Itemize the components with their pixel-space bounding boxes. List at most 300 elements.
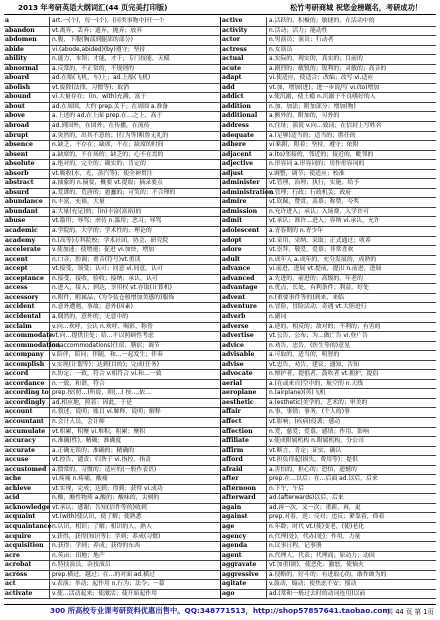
vocab-row xyxy=(221,323,436,333)
vocab-word: actress xyxy=(221,46,267,55)
vocab-word: actual xyxy=(221,55,267,64)
vocab-word: a xyxy=(4,17,50,26)
vocab-row xyxy=(221,122,436,132)
vocab-word: additional xyxy=(221,112,267,121)
vocab-definition: vi.使适应，使适合；改编；改写 vi.适应 xyxy=(269,75,374,82)
vocab-word: ago xyxy=(221,590,267,599)
vocab-word: accelerate xyxy=(4,246,50,255)
vocab-word: academy xyxy=(4,237,50,246)
vocab-row xyxy=(4,533,220,543)
vocab-word: according to xyxy=(5,389,49,397)
vocab-definition: n.特技演员，杂技演员 xyxy=(52,562,111,569)
vocab-word: advise xyxy=(221,361,267,370)
vocab-definition: n.意外遭遇，事故；意外(因素) xyxy=(52,304,133,311)
vocab-row xyxy=(221,132,436,142)
vocab-definition: vt.废除(法律、习惯等)；取消 xyxy=(52,84,130,91)
vocab-row xyxy=(221,93,436,103)
header-right-title: 松竹考研商城 祝您金榜题名，考研成功！ xyxy=(290,3,422,12)
vocab-row xyxy=(221,494,436,504)
vocab-word: accordance xyxy=(4,380,50,389)
vocab-row xyxy=(4,408,220,418)
vocab-row xyxy=(4,428,220,438)
vocab-word: above xyxy=(4,112,50,121)
vocab-row xyxy=(221,561,436,571)
vocab-definition: vt.接受，领受；认可；同意 vi.同意，认可 xyxy=(52,266,163,273)
vocab-word: afternoon xyxy=(221,485,267,494)
vocab-definition: n.一致，和谐，符合 xyxy=(52,380,105,387)
vocab-definition: v.表演；举动；起作用 n.行为；法令；一幕 xyxy=(52,581,165,588)
vocab-definition: n.下午，午后 xyxy=(269,485,305,492)
page-number: 共 44 页 第 1页 xyxy=(386,607,434,616)
vocab-definition: vt.滥用；辱骂；虐待 n.滥用；恶习；辱骂 xyxy=(52,218,162,225)
vocab-row xyxy=(221,437,436,447)
vocabulary-table xyxy=(4,17,436,599)
vocab-definition: ad.(常和一般过去时的动词连用)以前 xyxy=(269,590,366,597)
vocab-word: abundance xyxy=(4,198,50,207)
vocab-definition: vt.加，增加(进)；进一步说/写 vi.(to)增加 xyxy=(269,84,380,91)
vocab-word: act xyxy=(4,580,50,589)
vocab-definition: ad.相应地，照着；因此，于是 xyxy=(52,399,132,406)
vocab-word: afraid xyxy=(221,466,267,475)
vocab-definition: n.腹，下腹(胸部到腿部的部分) xyxy=(52,37,133,44)
right-column xyxy=(220,17,436,599)
vocab-word: admire xyxy=(221,198,267,207)
vocab-definition: n.活动；活力；能动性 xyxy=(269,27,328,34)
vocab-word: address xyxy=(221,122,267,131)
vocab-row xyxy=(221,217,436,227)
vocab-word: advanced xyxy=(221,275,267,284)
vocab-word: adore xyxy=(221,246,267,255)
vocab-row xyxy=(4,84,220,94)
vocab-word: activity xyxy=(221,27,267,36)
vocab-word: aboard xyxy=(4,74,50,83)
vocab-row xyxy=(4,380,220,390)
vocab-row xyxy=(221,361,436,371)
vocab-word: acknowledge xyxy=(5,503,50,511)
vocab-word: abound xyxy=(4,93,50,102)
vocab-definition: ad.(afterwards)以后，后来 xyxy=(269,495,344,502)
vocab-word: account xyxy=(4,408,50,417)
vocab-definition: n.协定；一致，符合 v.相符合 vi.和…一致 xyxy=(52,371,162,378)
vocab-word: acquisition xyxy=(4,542,50,551)
vocab-word: adhere xyxy=(221,141,267,150)
vocab-definition: n.事，事情；事务，(个人的)事 xyxy=(269,409,350,416)
vocab-word: affect xyxy=(221,418,267,427)
vocab-word: accuse xyxy=(4,456,50,465)
vocab-row xyxy=(221,237,436,247)
vocab-word: adjacent xyxy=(221,151,267,160)
vocab-definition: n.优点，长处，有利条件；利益，好处 xyxy=(269,285,369,292)
vocab-definition: vt.管理，治理；执行，实施；给予 xyxy=(269,180,360,187)
vocab-definition: vt.离弃，丢弃；遗弃，抛弃；放弃 xyxy=(52,27,143,34)
vocab-row xyxy=(221,513,436,523)
vocab-word: abundant xyxy=(4,208,50,217)
vocab-row xyxy=(4,141,220,151)
vocab-definition: a.偶然的，意外的；无意中的 xyxy=(52,313,129,320)
vocab-word: after xyxy=(221,475,267,484)
vocab-row xyxy=(4,246,220,256)
vocab-definition: n.冒险，冒险活动，奇遇 vt.大胆进行 xyxy=(269,304,367,311)
vocab-definition: a.活跃的，积极的；敏捷的，在活动中的 xyxy=(269,18,375,24)
vocab-definition: a.逆的，相反的；敌对的；不利的；有害的 xyxy=(269,323,381,330)
vocab-definition: v.调整，调节；使适应；校准 xyxy=(269,170,345,177)
vocab-row xyxy=(4,571,220,581)
vocab-word: accent xyxy=(4,256,50,265)
vocab-row xyxy=(221,160,436,170)
vocab-word: add xyxy=(221,84,267,93)
vocab-row xyxy=(221,36,436,46)
vocab-definition: n.年龄；时代 vt.(使)变老，(使)老化 xyxy=(269,523,365,530)
vocab-row xyxy=(221,189,436,199)
vocab-definition: n.进入，接入；到达，享用权 vt.存取(计算机) xyxy=(52,285,172,292)
vocab-definition: n.英亩；田地；地产 xyxy=(52,552,105,559)
vocab-row xyxy=(4,208,220,218)
vocab-word: accomplish xyxy=(4,361,50,370)
vocab-word: adjective xyxy=(221,160,267,169)
vocab-word: accept xyxy=(4,265,50,274)
vocab-definition: a.害怕的，担心的；恐怕，遗憾的 xyxy=(269,466,357,473)
vocab-definition: v.获得，获得(知识等)；学到；养成(习惯) xyxy=(52,533,161,540)
vocab-word: accord xyxy=(4,370,50,379)
vocab-definition: vi.疼痛 n.疼痛，酸痛 xyxy=(52,476,108,483)
vocab-word: accountant xyxy=(4,418,50,427)
vocab-definition: a.惯常的，习惯的；适应的(一般作表语) xyxy=(52,466,157,473)
vocab-word: agitate xyxy=(221,580,267,589)
vocab-definition: vt.(with)使认识，使了解；使熟悉 xyxy=(52,514,142,521)
vocab-definition: vt.钦佩，赞赏，羡慕；称赞，夸奖 xyxy=(269,199,360,206)
vocab-row xyxy=(4,36,220,46)
vocab-row xyxy=(221,580,436,590)
vocab-row xyxy=(221,170,436,180)
vocab-row xyxy=(4,466,220,476)
vocab-word: abandon xyxy=(4,27,50,36)
vocab-definition: a.青春期的 n.青少年 xyxy=(269,228,324,235)
vocab-definition: vt.公告，公布；为…做广告 vi.登广告 xyxy=(269,333,369,340)
vocab-row xyxy=(221,590,436,600)
vocab-row xyxy=(221,74,436,84)
vocab-word: abide xyxy=(4,46,50,55)
vocab-row xyxy=(4,27,220,37)
footer-ad-text: 300 所高校专业课考研资料优惠出售中。QQ:348771513，http://shop57857641.taobao.com xyxy=(50,605,390,615)
vocab-word: administer xyxy=(221,179,267,188)
vocab-row xyxy=(4,351,220,361)
vocab-row xyxy=(221,112,436,122)
vocab-row xyxy=(4,179,220,189)
vocab-definition: n.接受，接收，验收；接纳；承认，认可 xyxy=(52,275,158,282)
vocab-word: accessory xyxy=(4,294,50,303)
vocab-row xyxy=(4,561,220,571)
vocab-row xyxy=(4,294,220,304)
vocab-word: absorb xyxy=(4,170,50,179)
vocab-row xyxy=(4,237,220,247)
vocab-definition: prep.在…以后；在…后面 ad.以后，后来 xyxy=(269,476,378,483)
vocab-definition: n.爱，慈爱；爱慕，感情；作用，影响 xyxy=(269,428,369,435)
vocab-word: administration xyxy=(222,188,274,196)
vocab-row xyxy=(221,284,436,294)
vocab-row xyxy=(221,408,436,418)
vocab-word: access xyxy=(4,284,50,293)
vocab-definition: a.反常的，不正常的，不规则的 xyxy=(52,65,135,72)
vocab-definition: a.(在或来自)空中的，航空的 n.天线 xyxy=(269,380,364,387)
vocab-definition: n.议事日程，记事册 xyxy=(269,543,322,550)
vocab-row xyxy=(4,160,220,170)
vocab-definition: a.实际的，现实的，真实的；目前的 xyxy=(269,56,363,63)
vocab-word: admission xyxy=(221,208,267,217)
vocab-definition: a.缺席的，不在场的；缺乏的；心不在焉的 xyxy=(52,151,164,158)
vocab-row xyxy=(221,542,436,552)
vocab-row xyxy=(4,132,220,142)
vocab-row xyxy=(4,55,220,65)
vocab-definition: n.加，加法；附加部分；增加(物) xyxy=(269,103,356,110)
vocab-row xyxy=(4,552,220,562)
vocab-word: again xyxy=(221,504,267,513)
vocab-word: aggressive xyxy=(221,571,267,580)
vocab-definition: n.允许进入；承认；入场费，入学许可 xyxy=(269,208,369,215)
vocab-definition: ad.在船(飞机，车)上；ad.上船(飞机) xyxy=(52,75,151,82)
vocab-row xyxy=(221,428,436,438)
vocab-row xyxy=(221,418,436,428)
vocab-definition: n.(accommodations)住宿；膳宿；调节 xyxy=(52,342,160,349)
vocab-definition: v.鼓动，煽动；使焦虑不安；搅动 xyxy=(269,581,357,588)
vocab-definition: n.住址；演说 v.向…致词；在信封上写姓名 xyxy=(269,123,382,130)
vocab-word: adolescent xyxy=(221,227,267,236)
vocab-word: agent xyxy=(221,552,267,561)
vocab-row xyxy=(4,447,220,457)
vocab-word: aeroplane xyxy=(221,389,267,398)
vocab-row xyxy=(4,189,220,199)
vocab-row xyxy=(221,571,436,581)
vocab-definition: a.绝对的，完全的；确实的；肯定的 xyxy=(52,161,146,168)
vocab-definition: vt.加重(剧)，使恶化；激怒，使恼火 xyxy=(269,562,364,569)
vocab-definition: n.代理人，代表；代理商；原动力；动因 xyxy=(269,552,375,559)
vocab-definition: a.可取的，适当的，明智的 xyxy=(269,352,340,359)
left-column xyxy=(4,17,220,599)
vocab-word: against xyxy=(221,513,267,522)
vocab-definition: n.丰富，充裕，大量 xyxy=(52,199,105,206)
vocab-word: advisable xyxy=(221,351,267,360)
vocab-word: ache xyxy=(4,475,50,484)
vocab-definition: vt.控告，谴责；归咎于 vi.指控，指责 xyxy=(52,457,152,464)
vocab-word: accuracy xyxy=(4,437,50,446)
vocab-row xyxy=(4,418,220,428)
vocab-definition: n.会计人员，会计师 xyxy=(52,418,105,425)
vocab-word: acceptance xyxy=(4,275,50,284)
vocab-definition: vt.担负得起(损失、费用等)；提供 xyxy=(269,457,358,464)
vocab-word: advance xyxy=(221,265,267,274)
vocab-word: actor xyxy=(221,36,267,45)
vocab-word: advocate xyxy=(221,370,267,379)
vocab-definition: ad.在周围，大约 prep.关于；在周围 a.准备 xyxy=(52,103,169,110)
vocab-definition: n.形容词 a.形容词的；用作形容词的 xyxy=(269,161,365,168)
vocab-row xyxy=(221,466,436,476)
vocab-row xyxy=(4,284,220,294)
vocab-row xyxy=(4,275,220,285)
vocab-row xyxy=(221,151,436,161)
vocab-word: abrupt xyxy=(4,132,50,141)
vocab-word: abroad xyxy=(4,122,50,131)
vocab-definition: n.(重要事件等的)到来，来临 xyxy=(269,294,344,301)
vocab-definition: a.学院的，大学的；学术性的；理论的 xyxy=(52,228,152,235)
vocab-word: ability xyxy=(4,55,50,64)
vocab-word: acquaint xyxy=(4,513,50,522)
vocab-definition: vt.吸收(水，光，蒸汽等)；使全神贯注 xyxy=(52,170,153,177)
vocab-row xyxy=(221,103,436,113)
vocab-row xyxy=(221,27,436,37)
vocab-definition: n.酸，酸性物质 a.酸的；酸味的，尖刻的 xyxy=(52,495,160,502)
page-footer xyxy=(4,604,436,616)
vocab-word: adventure xyxy=(221,303,267,312)
vocab-definition: n.(高等)专科院校；学术社团，协会，研究院 xyxy=(52,237,169,244)
vocab-row xyxy=(4,332,220,342)
vocab-definition: n.劝告，忠告，(医生等的)意见 xyxy=(269,342,350,349)
vocab-row xyxy=(4,342,220,352)
vocab-definition: vt.忠告，劝告，建议；通知，告知 xyxy=(269,361,360,368)
vocab-row xyxy=(221,303,436,313)
vocab-row xyxy=(4,122,220,132)
vocab-word: affiliate xyxy=(221,437,267,446)
vocab-row xyxy=(221,55,436,65)
vocab-row xyxy=(221,447,436,457)
vocab-row xyxy=(221,84,436,94)
vocab-word: abuse xyxy=(4,217,50,226)
vocab-row xyxy=(4,198,220,208)
vocab-row xyxy=(4,46,220,56)
vocab-word: achieve xyxy=(4,485,50,494)
vocab-word: acquaintance xyxy=(5,522,52,530)
vocab-row xyxy=(4,265,220,275)
vocab-definition: v.使成附属机构 n.附属机构，分公司 xyxy=(269,438,364,445)
vocab-definition: a.荒谬的，荒唐的；愚蠢的；可笑的；不合理的 xyxy=(52,189,176,196)
vocab-row xyxy=(4,323,220,333)
vocab-definition: n.(airplane)(英)飞机 xyxy=(269,390,326,397)
vocab-word: academic xyxy=(4,227,50,236)
vocab-definition: n.成年人 a.成年的，充分发展的，成熟的 xyxy=(269,256,377,263)
page-header xyxy=(4,3,436,15)
vocab-definition: vt.崇拜，敬爱，爱慕；非常喜欢 xyxy=(269,247,354,254)
vocab-row xyxy=(221,265,436,275)
vocab-word: adopt xyxy=(221,237,267,246)
vocab-definition: n.认识，相识；了解；相识的人，熟人 xyxy=(52,523,152,530)
vocab-definition: vt.实现，完成；达到；得到；获得 vi.成功 xyxy=(52,485,163,492)
vocab-word: accumulate xyxy=(4,428,50,437)
vocab-definition: a.先进的，前进的；高级的，年老的 xyxy=(269,275,363,282)
vocab-word: accommodate xyxy=(5,332,54,340)
vocab-word: accidental xyxy=(4,313,50,322)
vocab-definition: vt.积累，积聚 vi.堆积，积累；聚积 xyxy=(52,428,146,435)
vocab-row xyxy=(221,332,436,342)
vocab-definition: a.抽象的 n.摘要，概要 vt.提取；摘录要点 xyxy=(52,180,163,187)
vocab-word: adult xyxy=(221,256,267,265)
vocab-word: agenda xyxy=(221,542,267,551)
vocab-word: adjust xyxy=(221,170,267,179)
vocab-word: absurd xyxy=(4,189,50,198)
vocab-definition: ad.再一次，又一次；重新，再，更 xyxy=(269,504,361,511)
vocab-row xyxy=(4,494,220,504)
vocab-row xyxy=(4,313,220,323)
vocab-definition: a.突然的，出其不意的；(行为等)粗鲁无礼的 xyxy=(52,132,169,139)
vocab-row xyxy=(221,294,436,304)
vocab-word: abnormal xyxy=(4,65,50,74)
vocab-word: absent xyxy=(4,151,50,160)
vocab-row xyxy=(221,342,436,352)
vocab-definition: prep.对着，逆；反对；违反；紧靠着，倚着 xyxy=(269,514,385,521)
vocab-row xyxy=(4,303,220,313)
vocab-word: active xyxy=(221,17,267,26)
vocab-row xyxy=(221,198,436,208)
vocab-row xyxy=(4,590,220,600)
vocab-row xyxy=(4,227,220,237)
vocab-word: accustomed xyxy=(4,466,50,475)
vocab-word: agency xyxy=(221,533,267,542)
vocab-row xyxy=(221,179,436,189)
vocab-definition: v.向…欢呼，公认 n.欢呼，喝彩，称誉 xyxy=(52,323,153,330)
vocab-definition: a.正确无误的；准确的；精确的 xyxy=(52,447,135,454)
vocab-row xyxy=(221,246,436,256)
vocab-row xyxy=(4,504,220,514)
vocab-definition: vt.向…提供住处；给…不以照顾性考虑 xyxy=(52,333,154,340)
vocab-definition: n.代理(处)，代办(处)；作用，力量 xyxy=(269,533,361,540)
vocab-word: advice xyxy=(221,342,267,351)
vocab-definition: vt.承认；准许…进入；容纳 vi.承认，允许 xyxy=(269,218,380,225)
vocab-definition: v.使沉溺，使上瘾 n.沉溺于不良嗜好的人 xyxy=(269,94,376,101)
vocab-row xyxy=(221,17,436,27)
vocab-definition: n.叙述，说明；账目 vi.解释，说明；解释 xyxy=(52,409,161,416)
vocab-word: adapt xyxy=(221,74,267,83)
vocab-row xyxy=(221,399,436,409)
vocab-row xyxy=(4,103,220,113)
vocab-definition: prep.按(照…)所说，照(…) 按…,依… xyxy=(52,390,151,397)
vocab-definition: v.使…活动起来；使激活；使开始起作用 xyxy=(52,590,158,597)
vocab-definition: n.辩护者，提倡者，鼓吹者 vt.拥护，提倡 xyxy=(269,371,379,378)
vocab-definition: a.剧烈的；敏锐的；锐利的；灵敏的；高音的 xyxy=(269,65,387,72)
vocab-definition: n.女演员 xyxy=(269,46,293,53)
vocab-row xyxy=(4,389,220,399)
vocab-row xyxy=(221,227,436,237)
vocab-row xyxy=(221,65,436,75)
vocab-definition: vi.大量存在；(in，with)充满，富于 xyxy=(52,94,147,101)
vocab-word: addition xyxy=(221,103,267,112)
vocab-word: abolish xyxy=(4,84,50,93)
vocab-row xyxy=(4,217,220,227)
vocab-word: across xyxy=(4,571,50,580)
vocab-word: adverse xyxy=(221,323,267,332)
vocab-row xyxy=(221,380,436,390)
vocab-row xyxy=(4,437,220,447)
vocab-definition: a.额外的，附加的，另外的 xyxy=(269,113,340,120)
vocab-row xyxy=(221,313,436,323)
vocab-word: adverb xyxy=(221,313,267,322)
vocab-row xyxy=(221,351,436,361)
vocab-row xyxy=(4,370,220,380)
vocab-row xyxy=(4,112,220,122)
vocab-row xyxy=(4,93,220,103)
vocab-definition: v.实现(计划等)；达到(目的)；完成(任务) xyxy=(52,361,160,368)
vocab-word: accommodation xyxy=(5,341,61,349)
vocab-word: affirm xyxy=(221,447,267,456)
vocab-row xyxy=(4,151,220,161)
vocab-row xyxy=(4,170,220,180)
vocab-word: abdomen xyxy=(4,36,50,45)
vocab-word: absence xyxy=(4,141,50,150)
vocab-definition: n.能力，本领；才能，才干；专门技能，天赋 xyxy=(52,56,170,63)
vocab-word: activate xyxy=(4,590,50,599)
vocab-word: affair xyxy=(221,408,267,417)
vocab-word: accident xyxy=(4,303,50,312)
vocab-row xyxy=(4,65,220,75)
vocab-row xyxy=(221,504,436,514)
vocab-row xyxy=(221,552,436,562)
vocab-row xyxy=(4,399,220,409)
